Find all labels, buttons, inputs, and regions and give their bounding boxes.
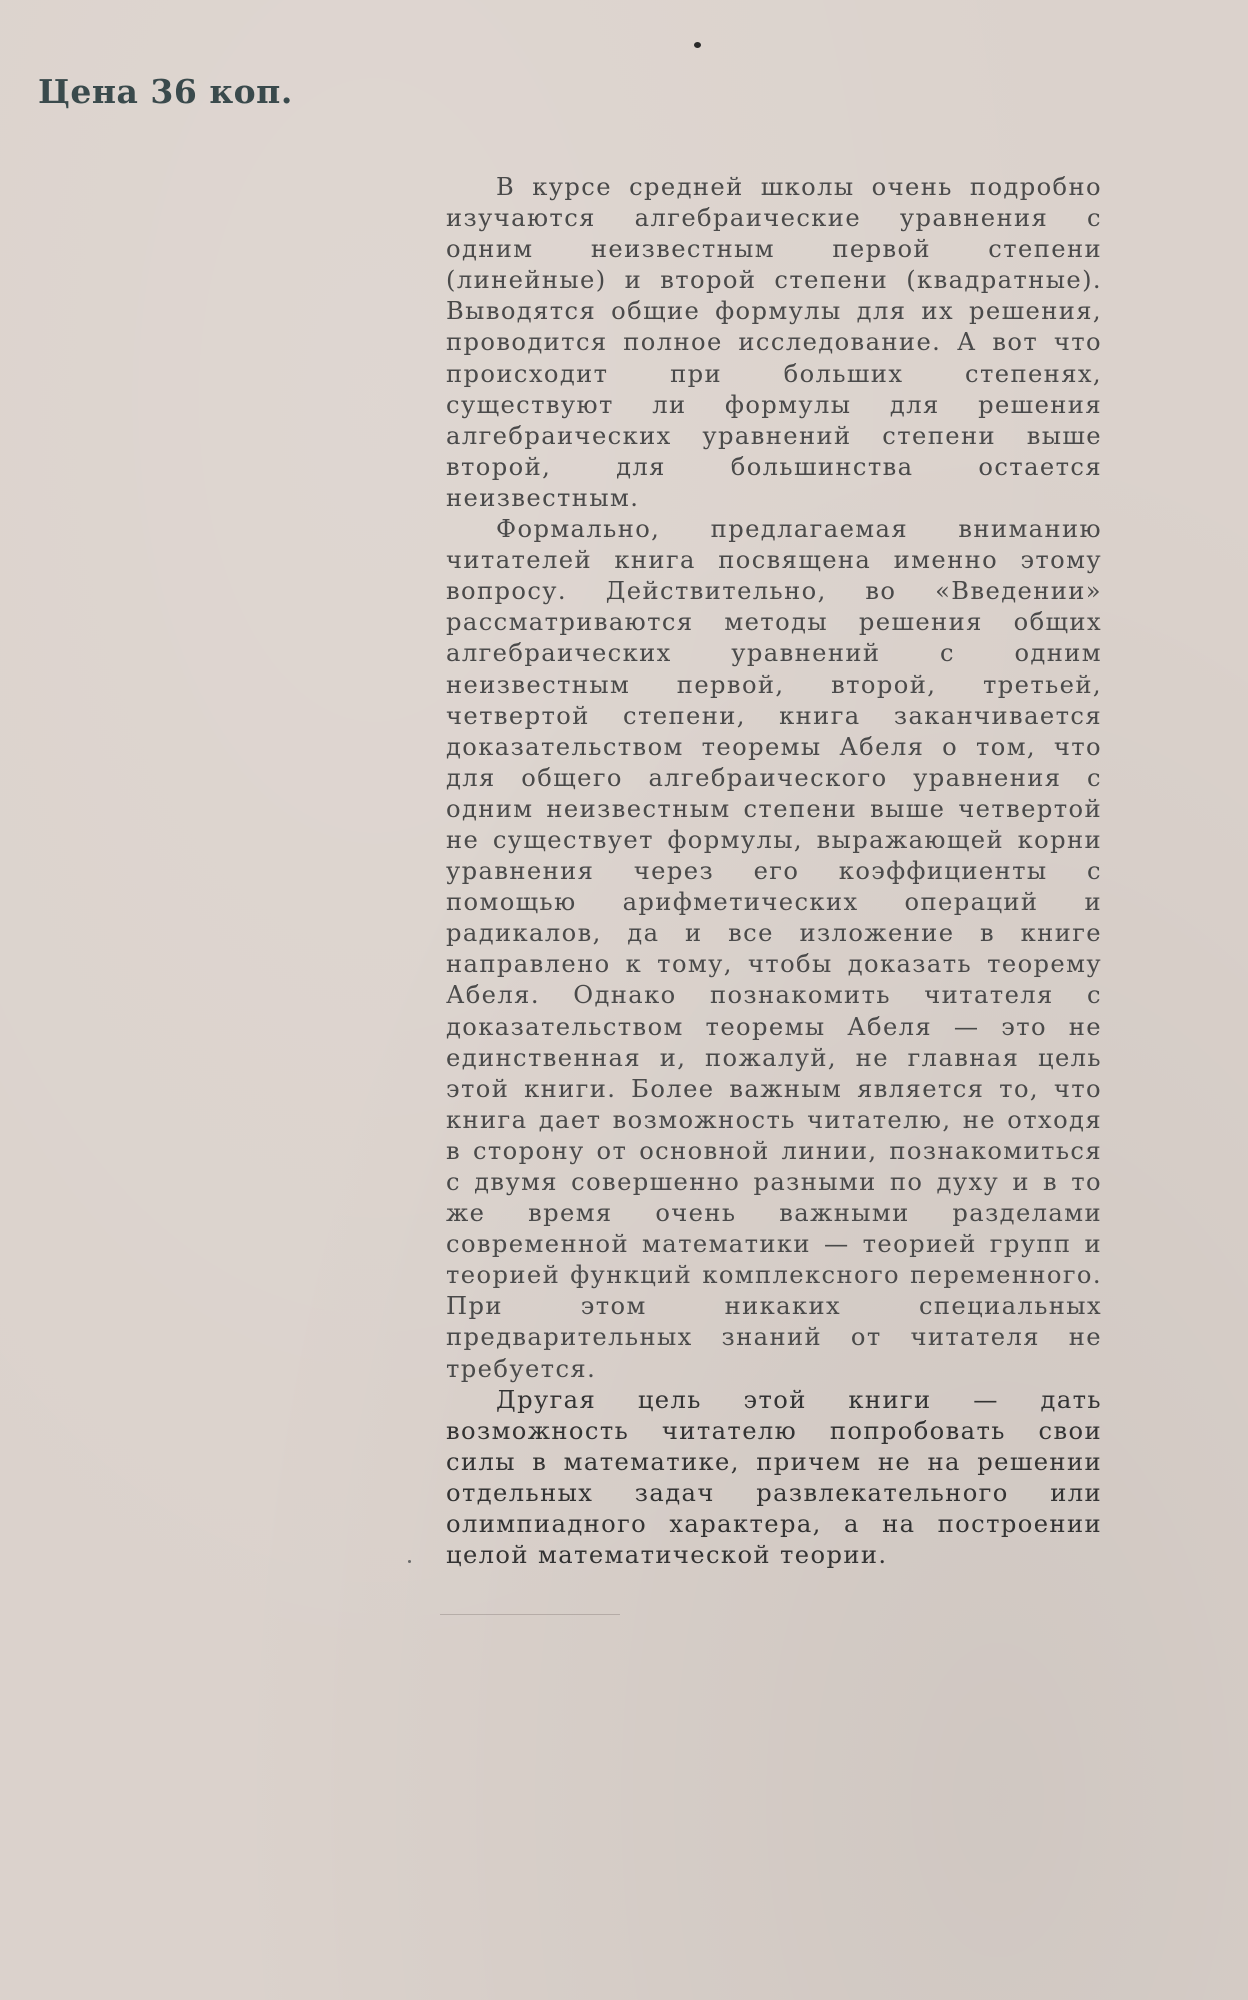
- paragraph-3: Другая цель этой книги — дать возможность читателю попробовать свои силы в математике, причем не на решении отдельных задач развлекательного или олимпиадного характера, а на построении целой математической теории.: [446, 1385, 1102, 1570]
- paragraph-1: В курсе средней школы очень подробно изучаются алгебраические уравнения с одним неизвестным первой степени (линейные) и второй степени (квадратные). Выводятся общие формулы для их решения, проводится полное исследование. А вот что происходит при больших степенях, существуют ли формулы для решения алгебраических уравнений степени выше второй, для большинства остается неизвестным.: [446, 173, 1102, 512]
- price-label: Цена 36 коп.: [38, 72, 293, 111]
- faint-divider-line: [440, 1614, 620, 1615]
- ink-speck-small: [408, 1560, 411, 1563]
- ink-speck: [694, 42, 701, 48]
- annotation-text: [446, 172, 1102, 1571]
- paragraph-2: Формально, предлагаемая вниманию читателей книга посвящена именно этому вопросу. Действительно, во «Введении» рассматриваются методы решения общих алгебраических уравнений с одним неизвестным первой, второй, третьей, четвертой степени, книга заканчивается доказательством теоремы Абеля о том, что для общего алгебраического уравнения с одним неизвестным степени выше четвертой не существует формулы, выражающей корни уравнения через его коэффициенты с помощью арифметических операций и радикалов, да и все изложение в книге направлено к тому, чтобы доказать теорему Абеля. Однако познакомить читателя с доказательством теоремы Абеля — это не единственная и, пожалуй, не главная цель этой книги. Более важным является то, что книга дает возможность читателю, не отходя в сторону от основной линии, познакомиться с двумя совершенно разными по духу и в то же время очень важными разделами современной математики — теорией групп и теорией функций комплексного переменного. При этом никаких специальных предварительных знаний от читателя не требуется.: [446, 515, 1102, 1383]
